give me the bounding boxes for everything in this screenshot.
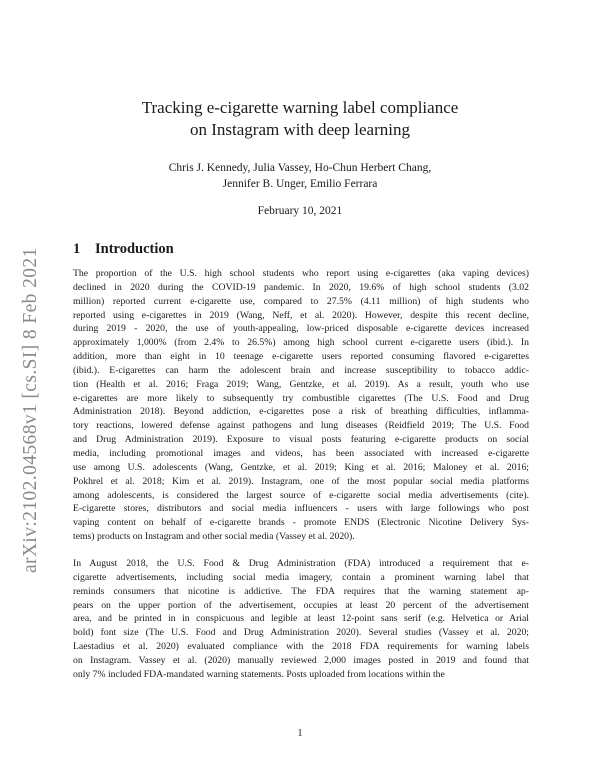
text-line: addition, more than eight in 10 teenage e-cigarette users reported consuming flavored e-cigarettes: [73, 351, 529, 363]
text-line: declined in 2020 during the COVID-19 pandemic. In 2020, 19.6% of high school students (3.02: [73, 281, 529, 293]
section-title: Introduction: [95, 241, 174, 257]
author-list: [0, 160, 600, 192]
text-line: among adolescents, is considered the largest source of e-cigarette social media advertisements (cite).: [73, 489, 529, 501]
text-line: Administration 2018). Beyond addiction, e-cigarettes pose a risk of breathing difficulties, inflamma-: [73, 406, 529, 418]
text-line: million) reported current e-cigarette use, compared to 27.5% (4.11 million) of high students who: [73, 295, 529, 307]
text-line: use among U.S. adolescents (Wang, Gentzke, et al. 2019; King et al. 2016; Maloney et al. 2016;: [73, 461, 529, 473]
text-line: media, including promotional images and videos, has been associated with increased e-cigarette: [73, 447, 529, 459]
text-line: area, and be printed in in conspicuous and legible at least 12-point sans serif (e.g. Helvetica or Arial: [73, 613, 529, 625]
section-heading: [73, 241, 174, 258]
text-line: and Drug Administration 2019). Exposure to visual posts featuring e-cigarette products on social: [73, 434, 529, 446]
authors-line-1: Chris J. Kennedy, Julia Vassey, Ho-Chun Herbert Chang,: [168, 162, 432, 174]
text-line: vaping content on behalf of e-cigarette brands - promote ENDS (Electronic Nicotine Delivery Sys-: [73, 517, 529, 529]
text-line: cigarette advertisements, including social media imagery, contain a prominent warning label that: [73, 571, 529, 583]
text-line: In August 2018, the U.S. Food & Drug Administration (FDA) introduced a requirement that e-: [73, 558, 529, 569]
text-line: Pokhrel et al. 2018; Kim et al. 2019). Instagram, one of the most popular social media platforms: [73, 475, 529, 487]
text-line: bold) font size (The U.S. Food and Drug Administration 2020). Several studies (Vassey et al. 2020;: [73, 627, 529, 639]
text-line: tion (Health et al. 2016; Fraga 2019; Wang, Gentzke, et al. 2019). As a result, youth who use: [73, 378, 529, 390]
section-number: 1: [73, 241, 81, 257]
text-line: tory reactions, lowered defense against pathogens and lung diseases (Reidfield 2019; The U.S. Food: [73, 420, 529, 432]
text-line: on Instagram. Vassey et al. (2020) manually reviewed 2,000 images posted in 2019 and found that: [73, 654, 529, 666]
text-line: pears on the upper portion of the advertisement, occupies at least 20 percent of the advertisement: [73, 599, 529, 611]
text-line: approximately 1,000% (from 2.4% to 26.5%) among high school current e-cigarette users (ibid.). In: [73, 337, 529, 349]
text-line: e-cigarettes are more likely to subsequently try combustible cigarettes (The U.S. Food and Drug: [73, 392, 529, 404]
text-line: The proportion of the U.S. high school students who report using e-cigarettes (aka vaping devices): [73, 268, 529, 279]
text-line: during 2019 - 2020, the use of youth-appealing, low-priced disposable e-cigarette devices increased: [73, 323, 529, 335]
paper-title: [0, 97, 600, 141]
title-line-1: Tracking e-cigarette warning label compliance: [141, 98, 459, 117]
text-line: E-cigarette stores, distributors and social media influencers - users with large followings who post: [73, 503, 529, 515]
page-number: 1: [297, 728, 303, 739]
text-line: (ibid.). E-cigarettes can harm the adolescent brain and increase susceptibility to tobacco addic-: [73, 364, 529, 376]
arxiv-identifier: arXiv:2102.04568v1 [cs.SI] 8 Feb 2021: [20, 247, 41, 573]
text-line: tems) products on Instagram and other social media (Vassey et al. 2020).: [73, 531, 355, 543]
text-line: reported using e-cigarettes in 2019 (Wang, Neff, et al. 2020). However, despite this recent decline,: [73, 309, 529, 321]
text-line: reminds consumers that nicotine is addictive. The FDA requires that the warning statement ap-: [73, 585, 529, 597]
body-paragraph-2: [73, 557, 529, 682]
body-paragraph-1: [73, 267, 529, 544]
title-line-2: on Instagram with deep learning: [190, 120, 410, 139]
authors-line-2: Jennifer B. Unger, Emilio Ferrara: [222, 178, 378, 190]
text-line: only 7% included FDA-mandated warning statements. Posts uploaded from locations within the: [73, 668, 445, 680]
text-line: Laestadius et al. 2020) evaluated compliance with the 2018 FDA requirements for warning labels: [73, 641, 529, 653]
publication-date: February 10, 2021: [257, 205, 343, 217]
